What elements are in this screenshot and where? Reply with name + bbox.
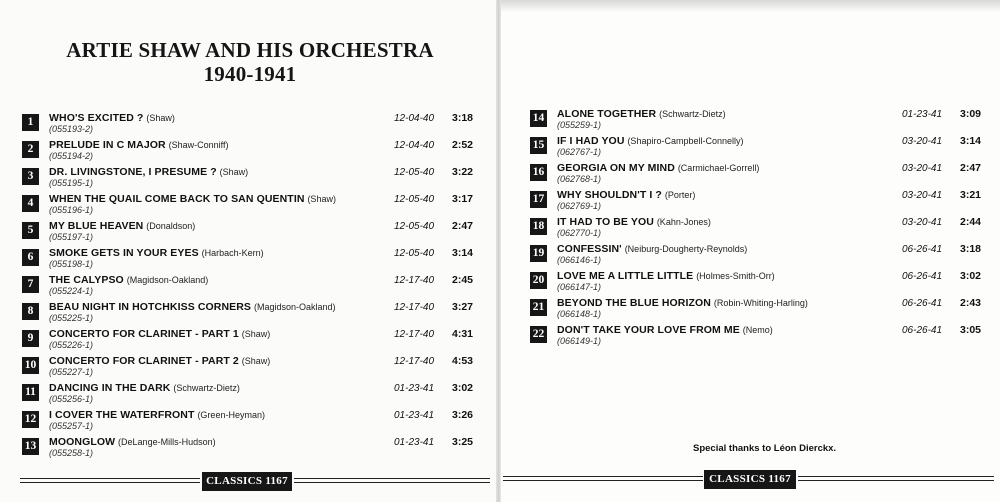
track-date: 06-26-41 xyxy=(902,271,943,282)
track-duration: 2:45 xyxy=(452,274,474,286)
track-composer: (Donaldson) xyxy=(146,221,196,231)
track-date: 03-20-41 xyxy=(902,163,943,174)
track-date: 12-05-40 xyxy=(394,194,435,205)
track-date: 12-05-40 xyxy=(394,167,435,178)
track-date: 12-17-40 xyxy=(394,275,435,286)
track-number: 7 xyxy=(22,276,39,293)
track-matrix: (055256-1) xyxy=(49,394,94,404)
track-number: 9 xyxy=(22,330,39,347)
track-title: WHO'S EXCITED ? xyxy=(49,112,144,124)
track-title: CONCERTO FOR CLARINET - PART 2 xyxy=(49,355,239,367)
track-title: LOVE ME A LITTLE LITTLE xyxy=(557,270,694,282)
track-duration: 3:09 xyxy=(960,108,982,120)
track-matrix: (055224-1) xyxy=(49,286,94,296)
track-composer: (Magidson-Oakland) xyxy=(126,275,209,285)
track-row xyxy=(530,215,984,242)
track-row xyxy=(530,323,984,350)
page-fold xyxy=(496,0,501,502)
track-duration: 2:47 xyxy=(960,162,982,174)
track-number: 8 xyxy=(22,303,39,320)
track-matrix: (062768-1) xyxy=(557,174,602,184)
track-composer: (Magidson-Oakland) xyxy=(253,302,336,312)
track-row xyxy=(22,246,480,273)
track-composer: (Holmes-Smith-Orr) xyxy=(696,271,775,281)
track-row xyxy=(530,296,984,323)
track-row xyxy=(530,161,984,188)
track-duration: 2:52 xyxy=(452,139,474,151)
track-number: 17 xyxy=(530,191,547,208)
track-row xyxy=(22,165,480,192)
track-row xyxy=(22,381,480,408)
track-number: 2 xyxy=(22,141,39,158)
track-date: 06-26-41 xyxy=(902,325,943,336)
track-matrix: (055195-1) xyxy=(49,178,94,188)
track-number: 19 xyxy=(530,245,547,262)
track-matrix: (055227-1) xyxy=(49,367,94,377)
track-composer: (Kahn-Jones) xyxy=(656,217,711,227)
track-title: MY BLUE HEAVEN xyxy=(49,220,144,232)
track-number: 12 xyxy=(22,411,39,428)
track-matrix: (066147-1) xyxy=(557,282,602,292)
footer-rule xyxy=(503,476,703,477)
track-duration: 3:17 xyxy=(452,193,474,205)
track-date: 01-23-41 xyxy=(394,383,435,394)
track-composer: (DeLange-Mills-Hudson) xyxy=(118,437,216,447)
track-number: 10 xyxy=(22,357,39,374)
track-composer: (Shaw-Conniff) xyxy=(168,140,229,150)
track-composer: (Neiburg-Dougherty-Reynolds) xyxy=(624,244,748,254)
track-date: 01-23-41 xyxy=(902,109,943,120)
track-date: 12-04-40 xyxy=(394,113,435,124)
track-duration: 2:47 xyxy=(452,220,474,232)
track-matrix: (066149-1) xyxy=(557,336,602,346)
track-composer: (Shapiro-Campbell-Connelly) xyxy=(627,136,744,146)
track-title: DON'T TAKE YOUR LOVE FROM ME xyxy=(557,324,740,336)
track-matrix: (066146-1) xyxy=(557,255,602,265)
track-number: 11 xyxy=(22,384,39,401)
track-row xyxy=(530,134,984,161)
footer-rule xyxy=(20,482,200,483)
track-row xyxy=(22,408,480,435)
track-composer: (Nemo) xyxy=(742,325,773,335)
track-date: 12-05-40 xyxy=(394,248,435,259)
track-row xyxy=(22,327,480,354)
track-row xyxy=(22,300,480,327)
footer-rule xyxy=(503,480,703,481)
track-title: THE CALYPSO xyxy=(49,274,124,286)
track-number: 4 xyxy=(22,195,39,212)
track-matrix: (055257-1) xyxy=(49,421,94,431)
track-date: 03-20-41 xyxy=(902,190,943,201)
track-date: 12-17-40 xyxy=(394,356,435,367)
track-row xyxy=(22,219,480,246)
track-row xyxy=(530,242,984,269)
track-duration: 3:18 xyxy=(452,112,474,124)
track-matrix: (055258-1) xyxy=(49,448,94,458)
track-number: 3 xyxy=(22,168,39,185)
track-number: 15 xyxy=(530,137,547,154)
track-row xyxy=(22,138,480,165)
track-title: WHY SHOULDN'T I ? xyxy=(557,189,662,201)
track-number: 13 xyxy=(22,438,39,455)
track-date: 01-23-41 xyxy=(394,437,435,448)
track-number: 20 xyxy=(530,272,547,289)
track-title: PRELUDE IN C MAJOR xyxy=(49,139,166,151)
track-row xyxy=(530,269,984,296)
track-composer: (Porter) xyxy=(664,190,696,200)
track-duration: 3:22 xyxy=(452,166,474,178)
track-title: DANCING IN THE DARK xyxy=(49,382,171,394)
track-duration: 3:02 xyxy=(452,382,474,394)
track-matrix: (055196-1) xyxy=(49,205,94,215)
track-composer: (Shaw) xyxy=(241,356,271,366)
track-date: 12-17-40 xyxy=(394,329,435,340)
album-years: 1940-1941 xyxy=(203,62,297,86)
track-matrix: (055193-2) xyxy=(49,124,94,134)
track-date: 06-26-41 xyxy=(902,298,943,309)
track-number: 6 xyxy=(22,249,39,266)
footer-rule xyxy=(798,476,994,477)
track-title: BEYOND THE BLUE HORIZON xyxy=(557,297,711,309)
track-number: 1 xyxy=(22,114,39,131)
track-composer: (Shaw) xyxy=(146,113,175,123)
track-date: 12-04-40 xyxy=(394,140,435,151)
track-duration: 3:18 xyxy=(960,243,982,255)
track-title: I COVER THE WATERFRONT xyxy=(49,409,195,421)
track-duration: 3:05 xyxy=(960,324,982,336)
track-duration: 3:14 xyxy=(452,247,474,259)
track-duration: 2:44 xyxy=(960,216,982,228)
track-duration: 3:21 xyxy=(960,189,982,201)
track-duration: 4:53 xyxy=(452,355,474,367)
track-duration: 3:26 xyxy=(452,409,474,421)
track-row xyxy=(22,111,480,138)
album-title: ARTIE SHAW AND HIS ORCHESTRA xyxy=(66,38,434,62)
track-row xyxy=(22,273,480,300)
track-date: 12-05-40 xyxy=(394,221,435,232)
footer-rule xyxy=(294,478,490,479)
tracklist-right xyxy=(530,107,984,350)
track-composer: (Schwartz-Dietz) xyxy=(659,109,726,119)
track-composer: (Shaw) xyxy=(241,329,271,339)
track-date: 03-20-41 xyxy=(902,217,943,228)
track-number: 5 xyxy=(22,222,39,239)
track-matrix: (055259-1) xyxy=(557,120,602,130)
track-title: ALONE TOGETHER xyxy=(557,108,657,120)
track-number: 21 xyxy=(530,299,547,316)
track-composer: (Schwartz-Dietz) xyxy=(173,383,240,393)
tracklist-left xyxy=(22,111,480,462)
track-composer: (Shaw) xyxy=(307,194,336,204)
track-title: WHEN THE QUAIL COME BACK TO SAN QUENTIN xyxy=(49,193,305,205)
track-title: CONCERTO FOR CLARINET - PART 1 xyxy=(49,328,239,340)
track-title: IT HAD TO BE YOU xyxy=(557,216,654,228)
catalog-label: CLASSICS 1167 xyxy=(704,470,796,489)
track-duration: 3:02 xyxy=(960,270,982,282)
track-date: 06-26-41 xyxy=(902,244,943,255)
track-date: 12-17-40 xyxy=(394,302,435,313)
track-number: 22 xyxy=(530,326,547,343)
track-row xyxy=(22,354,480,381)
track-duration: 4:31 xyxy=(452,328,474,340)
thanks-note: Special thanks to Léon Dierckx. xyxy=(693,443,837,454)
track-matrix: (062770-1) xyxy=(557,228,602,238)
track-matrix: (062769-1) xyxy=(557,201,602,211)
track-title: DR. LIVINGSTONE, I PRESUME ? xyxy=(49,166,217,178)
track-row xyxy=(22,435,480,462)
track-matrix: (055197-1) xyxy=(49,232,94,242)
catalog-label: CLASSICS 1167 xyxy=(202,472,292,491)
track-number: 18 xyxy=(530,218,547,235)
footer-rule xyxy=(294,482,490,483)
track-duration: 2:43 xyxy=(960,297,982,309)
track-composer: (Harbach-Kern) xyxy=(201,248,264,258)
track-matrix: (066148-1) xyxy=(557,309,602,319)
track-duration: 3:14 xyxy=(960,135,982,147)
track-composer: (Green-Heyman) xyxy=(197,410,265,420)
track-matrix: (055226-1) xyxy=(49,340,94,350)
track-row xyxy=(22,192,480,219)
track-composer: (Shaw) xyxy=(219,167,249,177)
track-date: 03-20-41 xyxy=(902,136,943,147)
track-number: 16 xyxy=(530,164,547,181)
track-title: BEAU NIGHT IN HOTCHKISS CORNERS xyxy=(49,301,252,313)
track-number: 14 xyxy=(530,110,547,127)
track-date: 01-23-41 xyxy=(394,410,435,421)
track-matrix: (055198-1) xyxy=(49,259,94,269)
track-matrix: (062767-1) xyxy=(557,147,602,157)
track-matrix: (055225-1) xyxy=(49,313,94,323)
track-composer: (Robin-Whiting-Harling) xyxy=(713,298,808,308)
track-title: IF I HAD YOU xyxy=(557,135,625,147)
track-title: MOONGLOW xyxy=(49,436,116,448)
track-title: CONFESSIN' xyxy=(557,243,622,255)
track-title: SMOKE GETS IN YOUR EYES xyxy=(49,247,199,259)
track-composer: (Carmichael-Gorrell) xyxy=(677,163,760,173)
track-duration: 3:25 xyxy=(452,436,474,448)
track-matrix: (055194-2) xyxy=(49,151,94,161)
track-row xyxy=(530,107,984,134)
page-shadow xyxy=(500,0,1000,30)
footer-rule xyxy=(798,480,994,481)
footer-rule xyxy=(20,478,200,479)
track-title: GEORGIA ON MY MIND xyxy=(557,162,675,174)
track-duration: 3:27 xyxy=(452,301,474,313)
track-row xyxy=(530,188,984,215)
